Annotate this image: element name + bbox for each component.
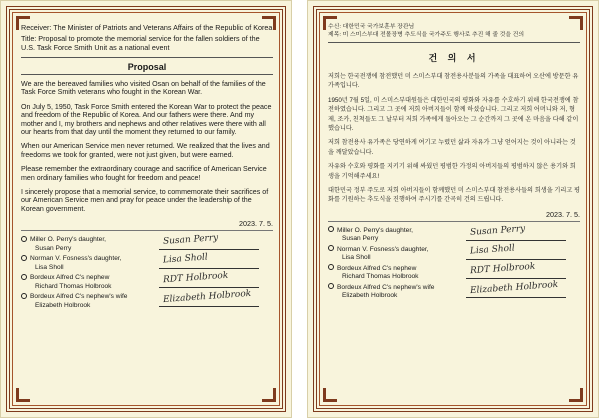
korean-paragraph-3: 저희 참전용사 유가족은 당연하게 여기고 누렸던 삶과 자유가 그냥 얻어지는 것이 아니라는 것을 깨달았습니다. [328, 139, 576, 156]
circle-bullet-icon [328, 283, 334, 289]
page-gap [292, 0, 307, 418]
signer-entry [21, 233, 273, 255]
english-content [21, 23, 273, 397]
english-paragraph-3: When our American Service men never returned. We realized that the lives and freedoms we took for granted, were not just given, but were earned. [21, 142, 270, 159]
signer-relation: Miller O. Perry's daughter, [337, 226, 414, 234]
english-heading: Proposal [21, 62, 273, 75]
signer-relation: Miller O. Perry's daughter, [30, 236, 107, 244]
korean-content [328, 23, 580, 397]
handwritten-signature: Elizabeth Holbrook [469, 279, 559, 296]
signer-relation: Bordeux Alfred C's nephew [337, 264, 417, 272]
signature-line [466, 278, 566, 279]
english-header [21, 23, 273, 58]
signature-line [159, 268, 259, 269]
handwritten-signature: RDT Holbrook [469, 261, 536, 277]
handwritten-signature: Susan Perry [162, 233, 219, 248]
english-paragraph-2: On July 5, 1950, Task Force Smith entered the Korean War to protect the peace and freedom of the Republic of Korea. And our fathers were there. And my mother and I, my brothers and nephews and other relatives were there with all our hearts from that day until the moment they returned to our family. [21, 102, 272, 137]
korean-paragraph-2: 1950년 7월 5일, 미 스미스부대원들은 대한민국의 평화와 자유를 수호하기 위해 한국전쟁에 참전하였습니다. 그리고 그 곳에 저희 아버지들이 함께 하셨습니다. 그리고 저희 어머니와 저, 형제, 조카, 친척들도 그 날부터 저희 가족에게 돌아오는 그 순간까지 그 곳에 온 마음을 다해 같이 했습니다. [328, 96, 579, 133]
korean-paragraph-5: 대한민국 정부 주도로 저희 아버지들이 함께했던 미 스미스부대 참전용사들의 희생을 기리고 평화를 기원하는 추도식을 진행하여 주시기를 간곡히 건의 드립니다. [328, 187, 581, 204]
signature-line [159, 249, 259, 250]
circle-bullet-icon [21, 274, 27, 280]
korean-paragraph-1: 저희는 한국전쟁에 참전했던 미 스미스부대 참전용사분들의 가족을 대표하여 오산에 방문한 유가족입니다. [328, 73, 579, 90]
signer-entry [328, 279, 580, 303]
signature-line [466, 259, 566, 260]
signer-name: Richard Thomas Holbrook [342, 273, 419, 281]
signer-name: Elizabeth Holbrook [342, 292, 398, 300]
korean-signer-list [328, 223, 580, 303]
korean-paragraph-4: 자유와 수호와 평화를 지키기 위해 싸웠던 평범한 가정의 아버지들의 평범하지 않은 용기와 희생을 기억해주세요! [328, 163, 576, 180]
signer-name: Susan Perry [35, 244, 72, 252]
handwritten-signature: Susan Perry [469, 223, 526, 238]
circle-bullet-icon [328, 264, 334, 270]
signer-relation: Norman V. Fosness's daughter, [30, 255, 122, 263]
handwritten-signature: RDT Holbrook [162, 271, 229, 286]
english-paragraph-5: I sincerely propose that a memorial service, to commemorate their sacrifices of our American Service men and pray for peace under the leadership of the Korean government. [21, 188, 269, 213]
signer-entry [21, 252, 273, 274]
signer-name: Lisa Sholl [35, 263, 64, 271]
circle-bullet-icon [21, 293, 27, 299]
korean-date: 2023. 7. 5. [328, 210, 580, 222]
korean-receiver: 수신: 대한민국 국가보훈부 장관님 [328, 24, 415, 30]
english-receiver: Receiver: The Minister of Patriots and Veterans Affairs of the Republic of Korea [21, 23, 273, 32]
circle-bullet-icon [328, 245, 334, 251]
korean-heading: 건 의 서 [428, 53, 480, 63]
circle-bullet-icon [328, 226, 334, 232]
signer-entry [328, 223, 580, 246]
korean-header [328, 23, 580, 43]
english-date: 2023. 7. 5. [21, 219, 273, 231]
circle-bullet-icon [21, 255, 27, 261]
handwritten-signature: Lisa Sholl [469, 243, 516, 257]
signer-entry [21, 289, 273, 312]
handwritten-signature: Lisa Sholl [162, 252, 209, 266]
english-paragraph-4: Please remember the extraordinary courage and sacrifice of American Service men ordinary families who fought for freedom and peace! [21, 165, 267, 182]
signer-relation: Norman V. Fosness's daughter, [337, 245, 429, 253]
signer-name: Susan Perry [342, 235, 379, 243]
signature-line [466, 240, 566, 241]
signer-name: Lisa Sholl [342, 254, 371, 262]
english-proposal-sheet [0, 0, 292, 418]
english-paragraph-1: We are the bereaved families who visited Osan on behalf of the families of the Task Force Smith veterans who fought in the Korean War. [21, 80, 266, 97]
signer-relation: Bordeux Alfred C's nephew [30, 274, 110, 282]
handwritten-signature: Elizabeth Holbrook [162, 289, 252, 306]
signer-name: Richard Thomas Holbrook [35, 282, 112, 290]
signature-line [466, 297, 566, 298]
signer-name: Elizabeth Holbrook [35, 301, 91, 309]
signer-relation: Bordeux Alfred C's nephew's wife [30, 293, 128, 301]
korean-title-line: 제목: 미 스미스부대 전몰장병 추도식을 국가주도 행사로 추진 해 줄 것을 건의 [328, 32, 525, 38]
signer-relation: Bordeux Alfred C's nephew's wife [337, 283, 435, 291]
korean-proposal-sheet [307, 0, 599, 418]
signer-entry [328, 243, 580, 265]
signature-line [159, 306, 259, 307]
signature-line [159, 287, 259, 288]
english-signer-list [21, 233, 273, 312]
circle-bullet-icon [21, 236, 27, 242]
english-title-line: Title: Proposal to promote the memorial service for the fallen soldiers of the U.S. Task Force Smith Unit as a national event [21, 34, 260, 52]
